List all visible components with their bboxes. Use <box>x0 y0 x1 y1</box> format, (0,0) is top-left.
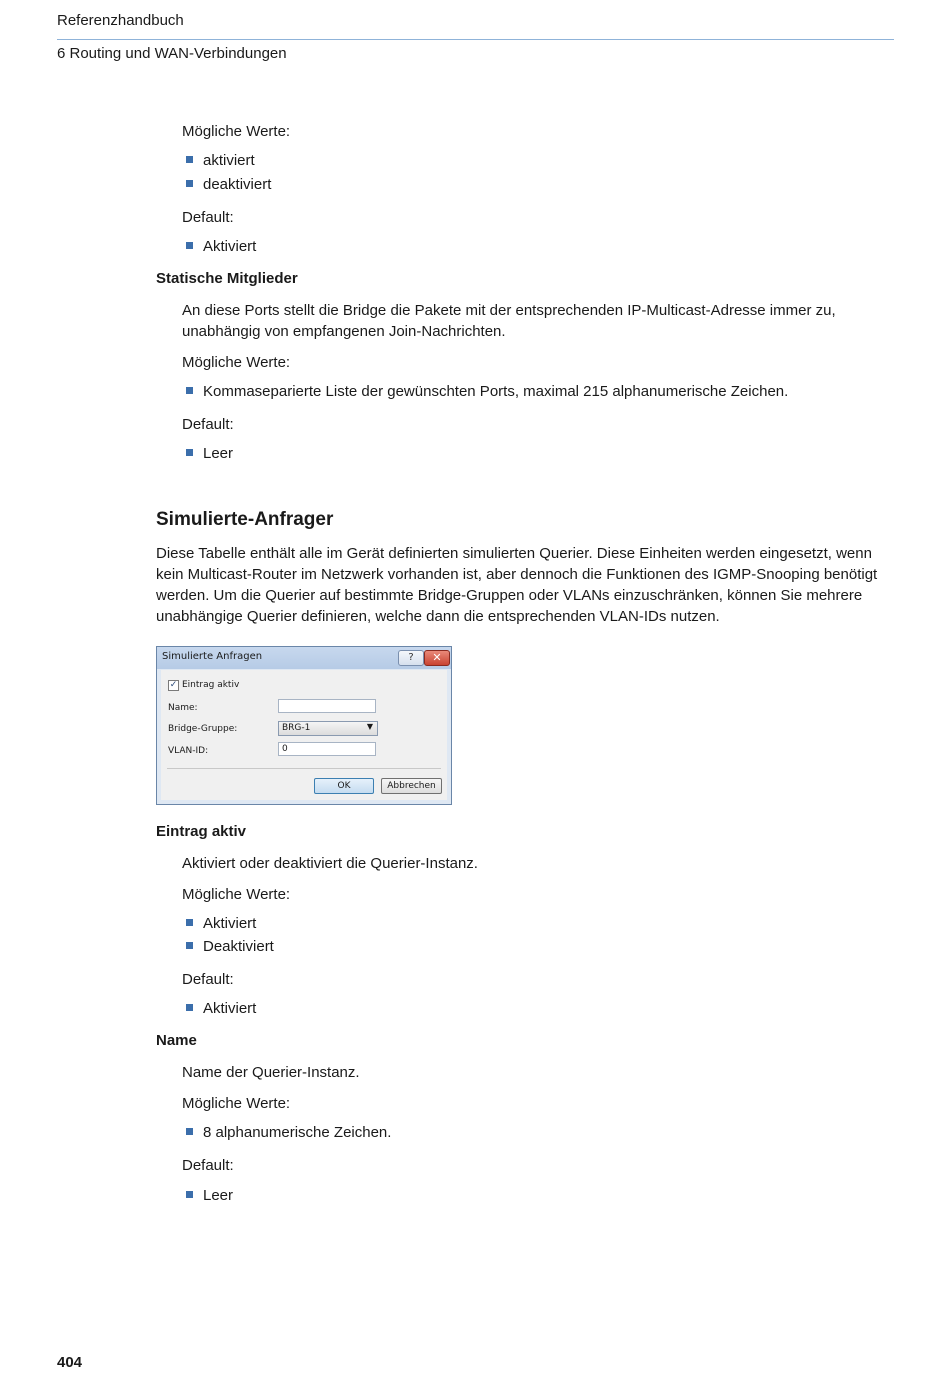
bullet-icon <box>186 1004 193 1011</box>
header-divider <box>57 39 894 40</box>
bullet-icon <box>186 156 193 163</box>
bullet-icon <box>186 1128 193 1135</box>
page-number: 404 <box>57 1354 83 1371</box>
possible-values-label: Mögliche Werte: <box>182 354 291 371</box>
list-item: Deaktiviert <box>186 938 274 956</box>
cancel-button[interactable]: Abbrechen <box>381 778 442 794</box>
list-item: Leer <box>186 1187 233 1205</box>
bullet-icon <box>186 387 193 394</box>
list-item: Aktiviert <box>186 238 256 256</box>
list-item: aktiviert <box>186 152 255 170</box>
ok-button[interactable]: OK <box>314 778 374 794</box>
bullet-icon <box>186 180 193 187</box>
bullet-icon <box>186 449 193 456</box>
param-description: An diese Ports stellt die Bridge die Pakete mit der entsprechenden IP-Multicast-Adresse immer zu, unabhängig von empfangenen Join-Nachrichten. <box>182 302 836 340</box>
param-description: Name der Querier-Instanz. <box>182 1064 360 1081</box>
chevron-down-icon: ▼ <box>366 722 373 731</box>
running-header-title: Referenzhandbuch <box>57 12 184 29</box>
bridge-group-label: Bridge-Gruppe: <box>168 724 238 734</box>
default-label: Default: <box>182 971 234 988</box>
default-label: Default: <box>182 209 234 226</box>
bullet-icon <box>186 919 193 926</box>
entry-active-label: Eintrag aktiv <box>182 680 240 690</box>
possible-values-label: Mögliche Werte: <box>182 886 291 903</box>
dialog-title: Simulierte Anfragen <box>162 651 263 662</box>
section-heading: Simulierte-Anfrager <box>156 509 334 530</box>
list-item: Leer <box>186 445 233 463</box>
section-paragraph: Diese Tabelle enthält alle im Gerät definierten simulierten Querier. Diese Einheiten werden eingesetzt, wenn kein Multicast-Router im Netzwerk vorhanden ist, aber dennoch die Funktionen des IGMP-Snooping benötigt werden. Um die Querier auf bestimmte Bridge-Gruppen oder VLANs einzuschränken, können Sie mehrere unabhängige Querier definieren, welche dann die entsprechenden VLAN-IDs nutzen. <box>156 545 878 625</box>
list-item: deaktiviert <box>186 176 271 194</box>
param-description: Aktiviert oder deaktiviert die Querier-Instanz. <box>182 855 478 872</box>
list-item: Aktiviert <box>186 915 256 933</box>
name-label: Name: <box>168 703 198 713</box>
param-heading-name: Name <box>156 1032 197 1049</box>
bullet-icon <box>186 242 193 249</box>
possible-values-label: Mögliche Werte: <box>182 1095 291 1112</box>
help-button[interactable]: ? <box>398 650 424 666</box>
dialog-body <box>161 670 447 800</box>
possible-values-label: Mögliche Werte: <box>182 123 291 140</box>
close-button[interactable]: ✕ <box>424 650 450 666</box>
bridge-group-select[interactable]: BRG-1 ▼ <box>278 721 378 736</box>
running-header-chapter: 6 Routing und WAN-Verbindungen <box>57 45 287 62</box>
dialog-titlebar <box>157 647 451 669</box>
vlan-id-input[interactable]: 0 <box>278 742 376 756</box>
bullet-icon <box>186 1191 193 1198</box>
param-heading-entry-active: Eintrag aktiv <box>156 823 247 840</box>
default-label: Default: <box>182 1157 234 1174</box>
dialog-window <box>156 646 452 805</box>
param-heading-static-members: Statische Mitglieder <box>156 270 298 287</box>
name-input[interactable] <box>278 699 376 713</box>
entry-active-checkbox[interactable]: ✓ <box>169 680 178 690</box>
vlan-id-label: VLAN-ID: <box>168 746 209 756</box>
list-item: Aktiviert <box>186 1000 256 1018</box>
bullet-icon <box>186 942 193 949</box>
dialog-separator <box>167 768 441 769</box>
list-item: Kommaseparierte Liste der gewünschten Ports, maximal 215 alphanumerische Zeichen. <box>186 383 788 401</box>
list-item: 8 alphanumerische Zeichen. <box>186 1124 391 1142</box>
default-label: Default: <box>182 416 234 433</box>
